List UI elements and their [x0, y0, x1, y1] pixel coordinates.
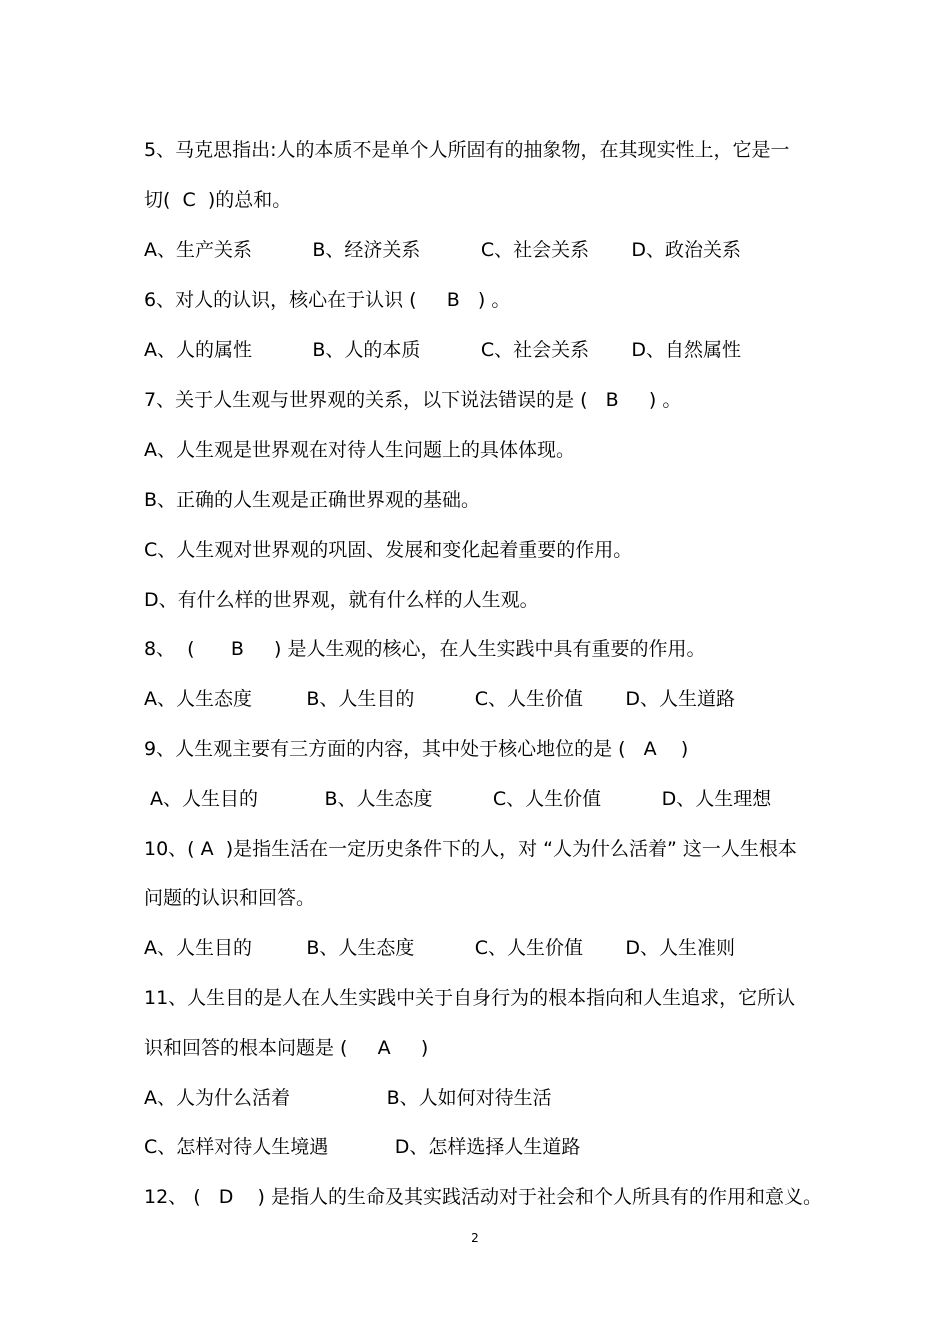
q11-stem-line-2: 识和回答的根本问题是 ( A ): [144, 1037, 429, 1059]
q11-options-ab: A、人为什么活着 B、人如何对待生活: [144, 1087, 552, 1109]
page-number: 2: [471, 1231, 479, 1245]
q6-stem: 6、对人的认识，核心在于认识 ( B ) 。: [144, 289, 511, 311]
q7-option-b: B、正确的人生观是正确世界观的基础。: [144, 489, 481, 511]
q7-option-c: C、人生观对世界观的巩固、发展和变化起着重要的作用。: [144, 539, 633, 561]
q6-options: A、人的属性 B、人的本质 C、社会关系 D、自然属性: [144, 339, 741, 361]
q5-stem-line-2: 切( C )的总和。: [144, 189, 292, 211]
q7-stem: 7、关于人生观与世界观的关系，以下说法错误的是 ( B ) 。: [144, 389, 682, 411]
q9-stem: 9、人生观主要有三方面的内容，其中处于核心地位的是 ( A ): [144, 738, 689, 760]
q5-options: A、生产关系 B、经济关系 C、社会关系 D、政治关系: [144, 239, 741, 261]
q10-stem-line-1: 10、( A )是指生活在一定历史条件下的人，对 “人为什么活着” 这一人生根本: [144, 838, 797, 860]
q11-options-cd: C、怎样对待人生境遇 D、怎样选择人生道路: [144, 1136, 581, 1158]
q5-stem-line-1: 5、马克思指出:人的本质不是单个人所固有的抽象物，在其现实性上，它是一: [144, 139, 790, 161]
q10-options: A、人生目的 B、人生态度 C、人生价值 D、人生准则: [144, 937, 735, 959]
q7-option-a: A、人生观是世界观在对待人生问题上的具体体现。: [144, 439, 575, 461]
q11-stem-line-1: 11、人生目的是人在人生实践中关于自身行为的根本指向和人生追求，它所认: [144, 987, 796, 1009]
q8-stem: 8、 ( B ) 是人生观的核心，在人生实践中具有重要的作用。: [144, 638, 706, 660]
q7-option-d: D、有什么样的世界观，就有什么样的人生观。: [144, 589, 539, 611]
q12-stem: 12、 ( D ) 是指人的生命及其实践活动对于社会和个人所具有的作用和意义。: [144, 1186, 822, 1208]
q9-options: A、人生目的 B、人生态度 C、人生价值 D、人生理想: [144, 788, 772, 810]
q8-options: A、人生态度 B、人生目的 C、人生价值 D、人生道路: [144, 688, 735, 710]
q10-stem-line-2: 问题的认识和回答。: [144, 887, 316, 909]
